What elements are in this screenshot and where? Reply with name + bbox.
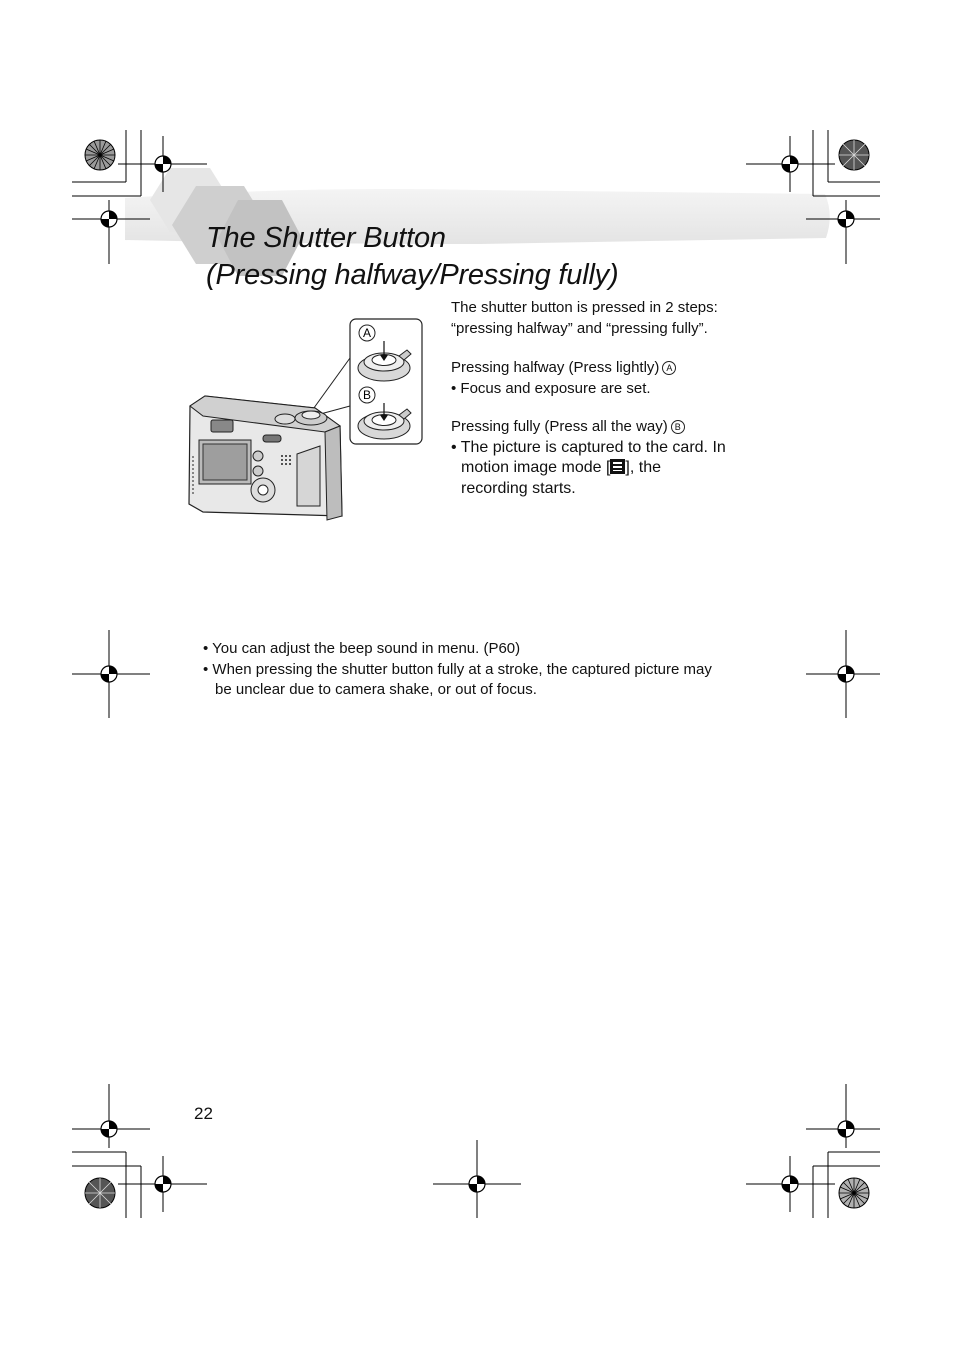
- intro-line-2: “pressing halfway” and “pressing fully”.: [451, 319, 708, 337]
- halfway-section: [451, 358, 751, 399]
- notes-section: [203, 639, 763, 701]
- intro-line-1: The shutter button is pressed in 2 steps:: [451, 299, 718, 316]
- figure-label-a: A: [362, 326, 372, 340]
- page-title: [206, 220, 618, 294]
- note-1: • You can adjust the beep sound in menu. (P60): [203, 640, 521, 657]
- marker-b: B: [671, 420, 685, 434]
- motion-image-icon: [610, 459, 625, 474]
- title-line-2: (Pressing halfway/Pressing fully): [206, 259, 619, 291]
- title-line-1: The Shutter Button: [206, 222, 446, 254]
- marker-a: A: [662, 361, 676, 375]
- page-number: 22: [194, 1104, 213, 1123]
- fully-heading: Pressing fully (Press all the way) B: [451, 417, 751, 438]
- note-2: • When pressing the shutter button fully at a stroke, the captured picture may be unclear due to camera shake, or out of focus.: [203, 660, 712, 698]
- fully-bullet: • The picture is captured to the card. In motion image mode [ ], the recording starts.: [451, 438, 726, 497]
- halfway-bullet: • Focus and exposure are set.: [451, 379, 651, 397]
- intro-text: [451, 298, 751, 339]
- halfway-heading: Pressing halfway (Press lightly) A: [451, 358, 751, 379]
- camera-illustration: [185, 316, 430, 522]
- figure-label-b: B: [362, 388, 372, 402]
- fully-section: [451, 417, 751, 499]
